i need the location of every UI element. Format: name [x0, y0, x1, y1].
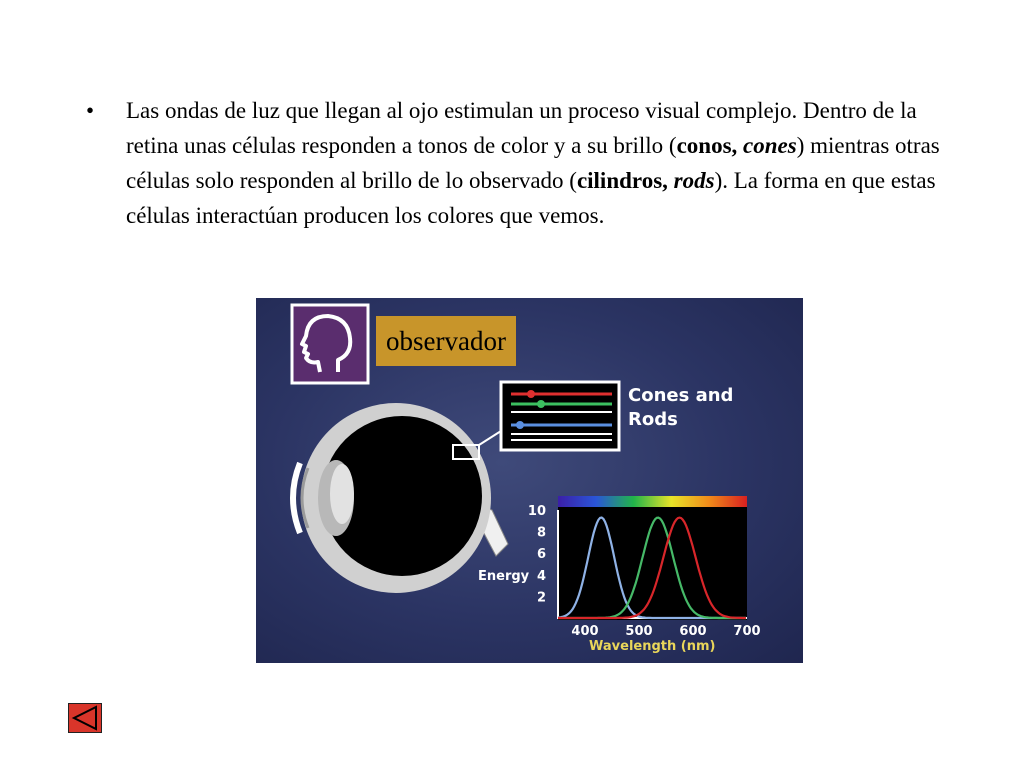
x-tick-label: 700: [733, 624, 761, 639]
y-tick-label: 2: [536, 590, 546, 606]
chart-plot-area: [558, 496, 747, 620]
y-tick-label: 8: [536, 525, 546, 541]
term-cilindros: cilindros,: [576, 168, 674, 193]
figure-graphics: [256, 298, 803, 663]
term-rods: rods: [673, 168, 715, 193]
y-tick-label: 6: [536, 547, 546, 563]
paragraph-text-2: ) mientras otras células solo responden al brillo de lo observado (: [126, 133, 940, 193]
y-tick-label: 10: [527, 504, 546, 519]
paragraph-text-1: Las ondas de luz que llegan al ojo estimulan un proceso visual complejo. Dentro de la retina unas células responden a tonos de color y a su brillo (: [126, 98, 917, 158]
x-tick-label: 400: [571, 624, 599, 639]
cones-rods-label-2: Rods: [628, 409, 678, 430]
eye-diagram-figure: [256, 298, 803, 663]
back-button[interactable]: [68, 703, 102, 733]
cones-rods-label-1: Cones and: [628, 385, 734, 406]
term-conos: conos,: [676, 133, 744, 158]
x-tick-label: 600: [679, 624, 707, 639]
eye-cross-section-icon: [293, 403, 508, 593]
energy-axis-label: Energy: [478, 569, 530, 584]
paragraph: [126, 93, 946, 233]
y-tick-label: 4: [536, 568, 546, 584]
term-cones: cones: [743, 133, 797, 158]
color-spectrum-bar: [558, 496, 747, 507]
head-profile-icon: [292, 305, 368, 383]
wavelength-axis-label: Wavelength (nm): [589, 639, 716, 654]
spectral-chart: [528, 496, 761, 639]
bullet-marker: •: [86, 98, 95, 123]
cones-rods-inset: [501, 382, 619, 450]
x-tick-label: 500: [625, 624, 653, 639]
x-tick-labels: [571, 624, 760, 639]
y-tick-labels: [528, 504, 546, 605]
paragraph-text-3: ). La forma en que estas células interactúan producen los colores que vemos.: [126, 168, 936, 228]
observer-label: observador: [376, 316, 516, 366]
triangle-left-icon: [69, 704, 101, 732]
